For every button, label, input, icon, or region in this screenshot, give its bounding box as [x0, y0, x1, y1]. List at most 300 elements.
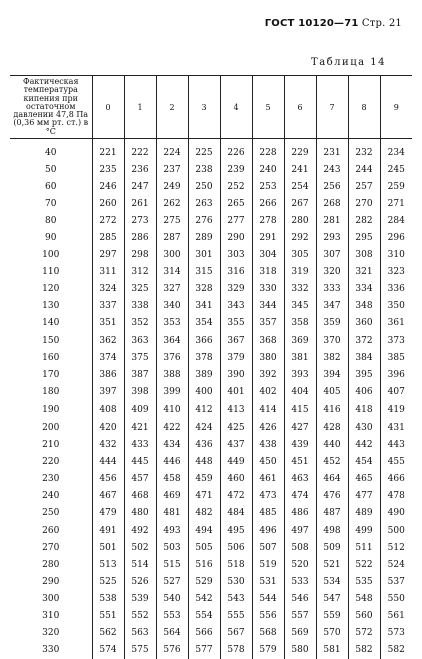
value-cell: 419 [380, 400, 412, 419]
value-cell: 448 [188, 454, 220, 471]
value-cell: 408 [92, 400, 124, 419]
table-row [10, 264, 412, 281]
value-cell: 358 [284, 315, 316, 332]
table-title: Таблица 14 [311, 57, 386, 68]
value-cell: 225 [188, 139, 220, 162]
value-cell: 314 [156, 264, 188, 281]
value-cell: 359 [316, 315, 348, 332]
value-cell: 410 [156, 400, 188, 419]
value-cell: 461 [252, 471, 284, 488]
value-cell: 364 [156, 332, 188, 349]
value-cell: 533 [284, 573, 316, 590]
value-cell: 366 [188, 332, 220, 349]
value-cell: 363 [124, 332, 156, 349]
value-cell: 398 [124, 383, 156, 400]
value-cell: 308 [348, 247, 380, 264]
table-row [10, 556, 412, 573]
table-row [10, 195, 412, 212]
table-row [10, 539, 412, 556]
value-cell: 516 [188, 556, 220, 573]
value-cell: 495 [220, 522, 252, 539]
value-cell: 324 [92, 281, 124, 298]
value-cell: 295 [348, 229, 380, 246]
column-header-3: 3 [188, 76, 220, 139]
value-cell: 500 [380, 522, 412, 539]
value-cell: 566 [188, 625, 220, 642]
value-cell: 560 [348, 607, 380, 624]
value-cell: 562 [92, 625, 124, 642]
column-header-7: 7 [316, 76, 348, 139]
value-cell: 312 [124, 264, 156, 281]
value-cell: 316 [220, 264, 252, 281]
temperature-cell: 140 [42, 318, 60, 329]
value-cell: 327 [156, 281, 188, 298]
temperature-cell: 130 [42, 301, 60, 312]
value-cell: 514 [124, 556, 156, 573]
value-cell: 518 [220, 556, 252, 573]
value-cell: 521 [316, 556, 348, 573]
value-cell: 578 [220, 642, 252, 659]
value-cell: 460 [220, 471, 252, 488]
value-cell: 424 [188, 419, 220, 436]
value-cell: 493 [156, 522, 188, 539]
value-cell: 249 [156, 178, 188, 195]
value-cell: 236 [124, 161, 156, 178]
value-cell: 505 [188, 539, 220, 556]
temperature-cell: 40 [45, 147, 57, 158]
value-cell: 513 [92, 556, 124, 573]
value-cell: 582 [348, 642, 380, 659]
value-cell: 241 [284, 161, 316, 178]
value-cell: 466 [380, 471, 412, 488]
temperature-cell: 150 [42, 335, 60, 346]
temperature-cell: 210 [42, 440, 60, 451]
value-cell: 357 [252, 315, 284, 332]
table-row [10, 642, 412, 659]
value-cell: 503 [156, 539, 188, 556]
value-cell: 224 [156, 139, 188, 162]
value-cell: 467 [92, 488, 124, 505]
value-cell: 305 [284, 247, 316, 264]
value-cell: 286 [124, 229, 156, 246]
value-cell: 245 [380, 161, 412, 178]
value-cell: 414 [252, 400, 284, 419]
value-cell: 370 [316, 332, 348, 349]
temperature-cell: 160 [42, 352, 60, 363]
value-cell: 455 [380, 454, 412, 471]
value-cell: 432 [92, 437, 124, 454]
value-cell: 273 [124, 212, 156, 229]
value-cell: 405 [316, 383, 348, 400]
value-cell: 489 [348, 505, 380, 522]
value-cell: 459 [188, 471, 220, 488]
value-cell: 328 [188, 281, 220, 298]
temperature-cell: 260 [42, 525, 60, 536]
value-cell: 512 [380, 539, 412, 556]
value-cell: 386 [92, 366, 124, 383]
value-cell: 559 [316, 607, 348, 624]
value-cell: 226 [220, 139, 252, 162]
value-cell: 434 [156, 437, 188, 454]
value-cell: 515 [156, 556, 188, 573]
value-cell: 548 [348, 590, 380, 607]
value-cell: 553 [156, 607, 188, 624]
value-cell: 577 [188, 642, 220, 659]
value-cell: 570 [316, 625, 348, 642]
temperature-cell: 190 [42, 404, 60, 415]
value-cell: 350 [380, 298, 412, 315]
value-cell: 246 [92, 178, 124, 195]
value-cell: 333 [316, 281, 348, 298]
value-cell: 534 [316, 573, 348, 590]
table-row [10, 607, 412, 624]
value-cell: 276 [188, 212, 220, 229]
value-cell: 332 [284, 281, 316, 298]
value-cell: 376 [156, 349, 188, 366]
value-cell: 431 [380, 419, 412, 436]
temperature-cell: 220 [42, 457, 60, 468]
standard-number: ГОСТ 10120—71 [264, 18, 359, 29]
table-row [10, 332, 412, 349]
value-cell: 292 [284, 229, 316, 246]
value-cell: 479 [92, 505, 124, 522]
value-cell: 297 [92, 247, 124, 264]
value-cell: 229 [284, 139, 316, 162]
value-cell: 436 [188, 437, 220, 454]
value-cell: 235 [92, 161, 124, 178]
value-cell: 499 [348, 522, 380, 539]
value-cell: 303 [220, 247, 252, 264]
value-cell: 527 [156, 573, 188, 590]
value-cell: 238 [188, 161, 220, 178]
value-cell: 463 [284, 471, 316, 488]
value-cell: 552 [124, 607, 156, 624]
value-cell: 551 [92, 607, 124, 624]
value-cell: 262 [156, 195, 188, 212]
column-header-6: 6 [284, 76, 316, 139]
value-cell: 491 [92, 522, 124, 539]
value-cell: 318 [252, 264, 284, 281]
value-cell: 296 [380, 229, 412, 246]
value-cell: 343 [220, 298, 252, 315]
value-cell: 484 [220, 505, 252, 522]
temperature-cell: 100 [42, 250, 60, 261]
column-header-2: 2 [156, 76, 188, 139]
value-cell: 557 [284, 607, 316, 624]
temperature-cell: 240 [42, 491, 60, 502]
value-cell: 272 [92, 212, 124, 229]
value-cell: 361 [380, 315, 412, 332]
value-cell: 416 [316, 400, 348, 419]
value-cell: 544 [252, 590, 284, 607]
value-cell: 281 [316, 212, 348, 229]
temperature-cell: 50 [45, 164, 57, 175]
value-cell: 321 [348, 264, 380, 281]
table-row [10, 437, 412, 454]
value-cell: 393 [284, 366, 316, 383]
value-cell: 449 [220, 454, 252, 471]
value-cell: 537 [380, 573, 412, 590]
value-cell: 581 [316, 642, 348, 659]
table-row [10, 573, 412, 590]
value-cell: 287 [156, 229, 188, 246]
value-cell: 574 [92, 642, 124, 659]
value-cell: 535 [348, 573, 380, 590]
value-cell: 428 [316, 419, 348, 436]
value-cell: 228 [252, 139, 284, 162]
table-row [10, 281, 412, 298]
value-cell: 542 [188, 590, 220, 607]
value-cell: 320 [316, 264, 348, 281]
value-cell: 401 [220, 383, 252, 400]
value-cell: 509 [316, 539, 348, 556]
value-cell: 474 [284, 488, 316, 505]
value-cell: 543 [220, 590, 252, 607]
temperature-cell: 230 [42, 474, 60, 485]
value-cell: 354 [188, 315, 220, 332]
value-cell: 378 [188, 349, 220, 366]
value-cell: 444 [92, 454, 124, 471]
value-cell: 567 [220, 625, 252, 642]
value-cell: 280 [284, 212, 316, 229]
value-cell: 394 [316, 366, 348, 383]
value-cell: 300 [156, 247, 188, 264]
value-cell: 231 [316, 139, 348, 162]
value-cell: 384 [348, 349, 380, 366]
value-cell: 427 [284, 419, 316, 436]
value-cell: 400 [188, 383, 220, 400]
value-cell: 402 [252, 383, 284, 400]
value-cell: 278 [252, 212, 284, 229]
value-cell: 244 [348, 161, 380, 178]
column-header-0: 0 [92, 76, 124, 139]
value-cell: 576 [156, 642, 188, 659]
temperature-column-header: Фактическая температура кипения при остаточном давлении 47,8 Па (0,36 мм рт. ст.) в °С [10, 76, 92, 139]
value-cell: 240 [252, 161, 284, 178]
conversion-table [10, 75, 412, 659]
value-cell: 450 [252, 454, 284, 471]
value-cell: 367 [220, 332, 252, 349]
value-cell: 472 [220, 488, 252, 505]
value-cell: 275 [156, 212, 188, 229]
value-cell: 550 [380, 590, 412, 607]
temperature-cell: 290 [42, 576, 60, 587]
value-cell: 522 [348, 556, 380, 573]
table-row [10, 229, 412, 246]
temperature-cell: 270 [42, 542, 60, 553]
value-cell: 465 [348, 471, 380, 488]
value-cell: 390 [220, 366, 252, 383]
temperature-cell: 280 [42, 559, 60, 570]
value-cell: 289 [188, 229, 220, 246]
value-cell: 253 [252, 178, 284, 195]
value-cell: 502 [124, 539, 156, 556]
value-cell: 409 [124, 400, 156, 419]
page-number: Стр. 21 [361, 18, 402, 29]
value-cell: 456 [92, 471, 124, 488]
value-cell: 526 [124, 573, 156, 590]
value-cell: 277 [220, 212, 252, 229]
value-cell: 271 [380, 195, 412, 212]
value-cell: 525 [92, 573, 124, 590]
table-row [10, 212, 412, 229]
value-cell: 439 [284, 437, 316, 454]
value-cell: 267 [284, 195, 316, 212]
value-cell: 421 [124, 419, 156, 436]
value-cell: 380 [252, 349, 284, 366]
value-cell: 325 [124, 281, 156, 298]
table-row [10, 488, 412, 505]
value-cell: 420 [92, 419, 124, 436]
table-row [10, 400, 412, 419]
value-cell: 397 [92, 383, 124, 400]
value-cell: 304 [252, 247, 284, 264]
value-cell: 336 [380, 281, 412, 298]
table-row [10, 383, 412, 400]
value-cell: 498 [316, 522, 348, 539]
value-cell: 452 [316, 454, 348, 471]
value-cell: 310 [380, 247, 412, 264]
value-cell: 395 [348, 366, 380, 383]
value-cell: 375 [124, 349, 156, 366]
value-cell: 413 [220, 400, 252, 419]
value-cell: 507 [252, 539, 284, 556]
value-cell: 265 [220, 195, 252, 212]
table-row [10, 178, 412, 195]
value-cell: 381 [284, 349, 316, 366]
value-cell: 352 [124, 315, 156, 332]
value-cell: 482 [188, 505, 220, 522]
value-cell: 469 [156, 488, 188, 505]
value-cell: 497 [284, 522, 316, 539]
value-cell: 438 [252, 437, 284, 454]
table-row [10, 590, 412, 607]
value-cell: 329 [220, 281, 252, 298]
value-cell: 485 [252, 505, 284, 522]
temperature-cell: 170 [42, 369, 60, 380]
value-cell: 564 [156, 625, 188, 642]
value-cell: 481 [156, 505, 188, 522]
value-cell: 285 [92, 229, 124, 246]
value-cell: 221 [92, 139, 124, 162]
value-cell: 260 [92, 195, 124, 212]
value-cell: 348 [348, 298, 380, 315]
value-cell: 531 [252, 573, 284, 590]
value-cell: 568 [252, 625, 284, 642]
temperature-cell: 110 [42, 267, 60, 278]
value-cell: 263 [188, 195, 220, 212]
value-cell: 373 [380, 332, 412, 349]
value-cell: 270 [348, 195, 380, 212]
value-cell: 492 [124, 522, 156, 539]
value-cell: 473 [252, 488, 284, 505]
value-cell: 563 [124, 625, 156, 642]
value-cell: 538 [92, 590, 124, 607]
temperature-cell: 70 [45, 198, 57, 209]
table-row [10, 315, 412, 332]
value-cell: 252 [220, 178, 252, 195]
temperature-cell: 330 [42, 645, 60, 656]
value-cell: 412 [188, 400, 220, 419]
value-cell: 524 [380, 556, 412, 573]
value-cell: 476 [316, 488, 348, 505]
page-header [265, 18, 402, 29]
value-cell: 425 [220, 419, 252, 436]
value-cell: 222 [124, 139, 156, 162]
value-cell: 554 [188, 607, 220, 624]
value-cell: 442 [348, 437, 380, 454]
value-cell: 426 [252, 419, 284, 436]
table-row [10, 366, 412, 383]
value-cell: 259 [380, 178, 412, 195]
value-cell: 433 [124, 437, 156, 454]
value-cell: 561 [380, 607, 412, 624]
value-cell: 355 [220, 315, 252, 332]
value-cell: 511 [348, 539, 380, 556]
value-cell: 573 [380, 625, 412, 642]
table-row [10, 522, 412, 539]
value-cell: 547 [316, 590, 348, 607]
value-cell: 344 [252, 298, 284, 315]
value-cell: 457 [124, 471, 156, 488]
value-cell: 555 [220, 607, 252, 624]
value-cell: 379 [220, 349, 252, 366]
value-cell: 232 [348, 139, 380, 162]
value-cell: 454 [348, 454, 380, 471]
temperature-cell: 250 [42, 508, 60, 519]
value-cell: 234 [380, 139, 412, 162]
value-cell: 243 [316, 161, 348, 178]
column-header-1: 1 [124, 76, 156, 139]
value-cell: 282 [348, 212, 380, 229]
value-cell: 374 [92, 349, 124, 366]
value-cell: 315 [188, 264, 220, 281]
value-cell: 247 [124, 178, 156, 195]
value-cell: 293 [316, 229, 348, 246]
value-cell: 430 [348, 419, 380, 436]
value-cell: 415 [284, 400, 316, 419]
value-cell: 385 [380, 349, 412, 366]
value-cell: 389 [188, 366, 220, 383]
value-cell: 580 [284, 642, 316, 659]
value-cell: 266 [252, 195, 284, 212]
value-cell: 494 [188, 522, 220, 539]
value-cell: 440 [316, 437, 348, 454]
value-cell: 530 [220, 573, 252, 590]
value-cell: 480 [124, 505, 156, 522]
value-cell: 341 [188, 298, 220, 315]
value-cell: 307 [316, 247, 348, 264]
value-cell: 501 [92, 539, 124, 556]
temperature-cell: 120 [42, 284, 60, 295]
value-cell: 261 [124, 195, 156, 212]
value-cell: 311 [92, 264, 124, 281]
value-cell: 422 [156, 419, 188, 436]
table-row [10, 625, 412, 642]
value-cell: 338 [124, 298, 156, 315]
value-cell: 478 [380, 488, 412, 505]
value-cell: 237 [156, 161, 188, 178]
table-row [10, 454, 412, 471]
column-header-4: 4 [220, 76, 252, 139]
table-header-row [10, 76, 412, 139]
value-cell: 392 [252, 366, 284, 383]
value-cell: 437 [220, 437, 252, 454]
value-cell: 372 [348, 332, 380, 349]
table-row [10, 161, 412, 178]
value-cell: 334 [348, 281, 380, 298]
value-cell: 451 [284, 454, 316, 471]
